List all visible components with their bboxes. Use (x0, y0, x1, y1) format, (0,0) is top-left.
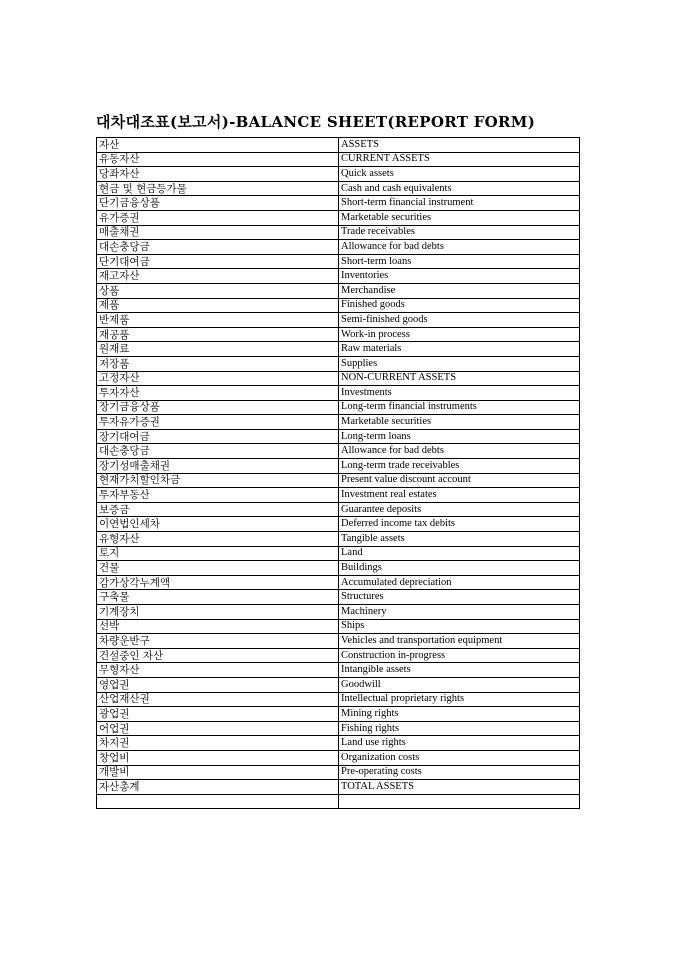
korean-term-cell: 토지 (97, 546, 339, 561)
table-row (97, 342, 580, 357)
korean-term-cell: 구축물 (97, 590, 339, 605)
korean-term-cell: 매출채권 (97, 225, 339, 240)
table-row (97, 780, 580, 795)
english-term-cell: Long-term financial instruments (339, 400, 580, 415)
table-row (97, 298, 580, 313)
table-row (97, 648, 580, 663)
english-term-cell: Inventories (339, 269, 580, 284)
english-term-cell: Marketable securities (339, 415, 580, 430)
english-term-cell: Short-term financial instrument (339, 196, 580, 211)
table-row (97, 561, 580, 576)
korean-term-cell: 장기대여금 (97, 429, 339, 444)
korean-term-cell: 유가증권 (97, 210, 339, 225)
english-term-cell (339, 794, 580, 809)
english-term-cell: Accumulated depreciation (339, 575, 580, 590)
english-term-cell: Buildings (339, 561, 580, 576)
english-term-cell: Structures (339, 590, 580, 605)
korean-term-cell: 제품 (97, 298, 339, 313)
english-term-cell: Goodwill (339, 677, 580, 692)
table-row (97, 400, 580, 415)
english-term-cell: NON-CURRENT ASSETS (339, 371, 580, 386)
korean-term-cell: 저장품 (97, 356, 339, 371)
english-term-cell: Fishing rights (339, 721, 580, 736)
korean-term-cell: 유형자산 (97, 532, 339, 547)
table-row (97, 619, 580, 634)
english-term-cell: Guarantee deposits (339, 502, 580, 517)
english-term-cell: Vehicles and transportation equipment (339, 634, 580, 649)
korean-term-cell: 단기대여금 (97, 254, 339, 269)
korean-term-cell: 자산총계 (97, 780, 339, 795)
table-row (97, 473, 580, 488)
table-row (97, 196, 580, 211)
table-row (97, 575, 580, 590)
korean-term-cell: 광업권 (97, 707, 339, 722)
english-term-cell: Ships (339, 619, 580, 634)
document-title: 대차대조표(보고서)-BALANCE SHEET(REPORT FORM) (96, 113, 536, 131)
table-row (97, 502, 580, 517)
korean-term-cell: 대손충당금 (97, 444, 339, 459)
english-term-cell: Long-term loans (339, 429, 580, 444)
table-row (97, 386, 580, 401)
english-term-cell: Machinery (339, 605, 580, 620)
korean-term-cell: 투자부동산 (97, 488, 339, 503)
table-row (97, 313, 580, 328)
korean-term-cell: 이연법인세차 (97, 517, 339, 532)
korean-term-cell: 단기금융상품 (97, 196, 339, 211)
table-row (97, 459, 580, 474)
korean-term-cell: 재공품 (97, 327, 339, 342)
korean-term-cell: 개발비 (97, 765, 339, 780)
table-row (97, 283, 580, 298)
korean-term-cell: 창업비 (97, 750, 339, 765)
english-term-cell: Construction in-progress (339, 648, 580, 663)
english-term-cell: Intellectual proprietary rights (339, 692, 580, 707)
korean-term-cell: 영업권 (97, 677, 339, 692)
english-term-cell: Supplies (339, 356, 580, 371)
english-term-cell: Cash and cash equivalents (339, 181, 580, 196)
korean-term-cell: 감가상각누계액 (97, 575, 339, 590)
english-term-cell: Allowance for bad debts (339, 240, 580, 255)
korean-term-cell: 장기성매출채권 (97, 459, 339, 474)
balance-sheet-table (96, 137, 580, 809)
english-term-cell: Allowance for bad debts (339, 444, 580, 459)
table-row (97, 736, 580, 751)
table-row (97, 546, 580, 561)
table-row (97, 634, 580, 649)
korean-term-cell: 유동자산 (97, 152, 339, 167)
table-row (97, 167, 580, 182)
english-term-cell: Investments (339, 386, 580, 401)
table-row (97, 444, 580, 459)
korean-term-cell: 고정자산 (97, 371, 339, 386)
korean-term-cell: 당좌자산 (97, 167, 339, 182)
english-term-cell: Trade receivables (339, 225, 580, 240)
english-term-cell: CURRENT ASSETS (339, 152, 580, 167)
english-term-cell: Quick assets (339, 167, 580, 182)
english-term-cell: Intangible assets (339, 663, 580, 678)
english-term-cell: Land use rights (339, 736, 580, 751)
english-term-cell: Deferred income tax debits (339, 517, 580, 532)
korean-term-cell: 대손충당금 (97, 240, 339, 255)
english-term-cell: Mining rights (339, 707, 580, 722)
korean-term-cell: 반제품 (97, 313, 339, 328)
table-row (97, 721, 580, 736)
korean-term-cell: 선박 (97, 619, 339, 634)
table-row (97, 327, 580, 342)
english-term-cell: Investment real estates (339, 488, 580, 503)
english-term-cell: Present value discount account (339, 473, 580, 488)
table-row (97, 750, 580, 765)
english-term-cell: Work-in process (339, 327, 580, 342)
table-row (97, 225, 580, 240)
english-term-cell: Finished goods (339, 298, 580, 313)
table-row (97, 429, 580, 444)
table-row (97, 254, 580, 269)
english-term-cell: Tangible assets (339, 532, 580, 547)
table-row (97, 371, 580, 386)
english-term-cell: Land (339, 546, 580, 561)
table-row (97, 532, 580, 547)
english-term-cell: Marketable securities (339, 210, 580, 225)
korean-term-cell (97, 794, 339, 809)
table-row (97, 663, 580, 678)
english-term-cell: Merchandise (339, 283, 580, 298)
korean-term-cell: 원재료 (97, 342, 339, 357)
english-term-cell: Short-term loans (339, 254, 580, 269)
korean-term-cell: 차지권 (97, 736, 339, 751)
table-row (97, 240, 580, 255)
korean-term-cell: 기계장치 (97, 605, 339, 620)
korean-term-cell: 현재가치할인차금 (97, 473, 339, 488)
korean-term-cell: 투자유가증권 (97, 415, 339, 430)
korean-term-cell: 장기금융상품 (97, 400, 339, 415)
korean-term-cell: 재고자산 (97, 269, 339, 284)
table-row (97, 765, 580, 780)
table-row (97, 152, 580, 167)
korean-term-cell: 자산 (97, 138, 339, 153)
korean-term-cell: 건설중인 자산 (97, 648, 339, 663)
table-row (97, 677, 580, 692)
table-row (97, 605, 580, 620)
table-row (97, 269, 580, 284)
english-term-cell: ASSETS (339, 138, 580, 153)
korean-term-cell: 산업재산권 (97, 692, 339, 707)
table-row (97, 210, 580, 225)
korean-term-cell: 현금 및 현금등가물 (97, 181, 339, 196)
table-row (97, 707, 580, 722)
english-term-cell: Raw materials (339, 342, 580, 357)
korean-term-cell: 보증금 (97, 502, 339, 517)
korean-term-cell: 상품 (97, 283, 339, 298)
korean-term-cell: 건물 (97, 561, 339, 576)
korean-term-cell: 투자자산 (97, 386, 339, 401)
english-term-cell: Organization costs (339, 750, 580, 765)
table-row (97, 181, 580, 196)
english-term-cell: Long-term trade receivables (339, 459, 580, 474)
english-term-cell: Semi-finished goods (339, 313, 580, 328)
english-term-cell: Pre-operating costs (339, 765, 580, 780)
table-row (97, 517, 580, 532)
korean-term-cell: 무형자산 (97, 663, 339, 678)
table-row (97, 415, 580, 430)
table-row (97, 794, 580, 809)
table-row (97, 692, 580, 707)
table-row (97, 138, 580, 153)
english-term-cell: TOTAL ASSETS (339, 780, 580, 795)
korean-term-cell: 어업권 (97, 721, 339, 736)
table-row (97, 356, 580, 371)
balance-sheet-body (97, 138, 580, 809)
korean-term-cell: 차량운반구 (97, 634, 339, 649)
table-row (97, 590, 580, 605)
table-row (97, 488, 580, 503)
